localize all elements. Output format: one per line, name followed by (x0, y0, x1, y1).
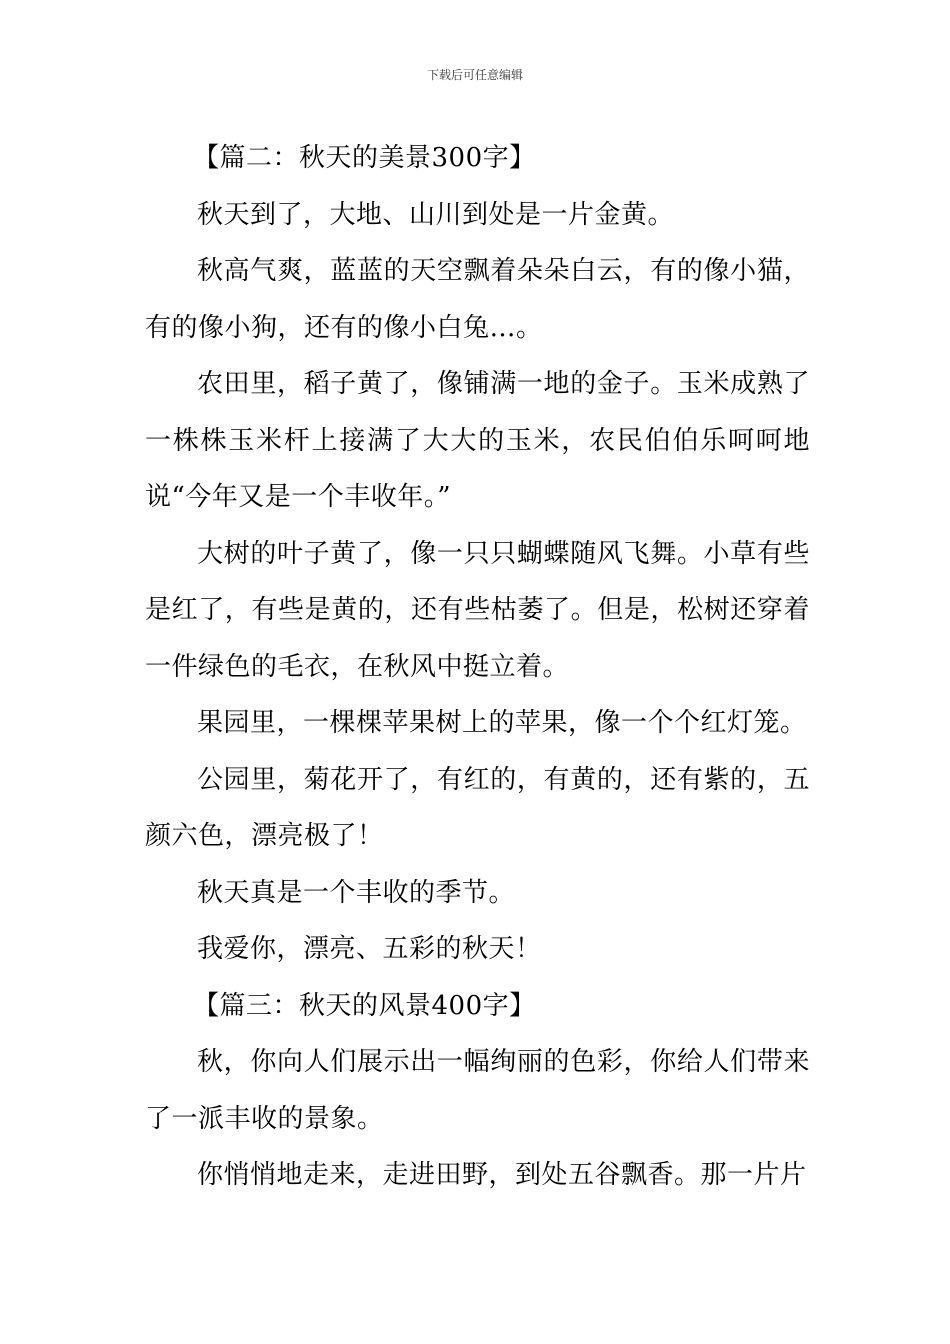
section-heading-2: 【篇二：秋天的美景300字】 (193, 143, 536, 173)
paragraph: 大树的叶子黄了，像一只只蝴蝶随风飞舞。小草有些是红了，有些是黄的，还有些枯萎了。但是，松树还穿着一件绿色的毛衣，在秋风中挺立着。 (145, 538, 810, 682)
article-body (145, 130, 810, 1204)
page-header-note: 下载后可任意编辑 (426, 68, 523, 82)
section-heading-3: 【篇三：秋天的风景400字】 (193, 990, 536, 1021)
paragraph: 秋天真是一个丰收的季节。 (197, 877, 516, 908)
paragraph: 果园里，一棵棵苹果树上的苹果，像一个个红灯笼。 (197, 708, 807, 738)
paragraph: 你悄悄地走来，走进田野，到处五谷飘香。那一片片 (197, 1160, 807, 1190)
paragraph: 秋天到了，大地、山川到处是一片金黄。 (197, 199, 675, 230)
paragraph: 农田里，稻子黄了，像铺满一地的金子。玉米成熟了一株株玉米杆上接满了大大的玉米，农民伯伯乐呵呵地说“今年又是一个丰收年。” (145, 369, 810, 512)
paragraph: 我爱你，漂亮、五彩的秋天！ (197, 934, 542, 964)
paragraph: 秋高气爽，蓝蓝的天空飘着朵朵白云，有的像小猫，有的像小狗，还有的像小白兔…。 (145, 256, 810, 343)
paragraph: 公园里，菊花开了，有红的，有黄的，还有紫的，五颜六色，漂亮极了！ (145, 764, 810, 851)
paragraph: 秋，你向人们展示出一幅绚丽的色彩，你给人们带来了一派丰收的景象。 (145, 1047, 810, 1134)
